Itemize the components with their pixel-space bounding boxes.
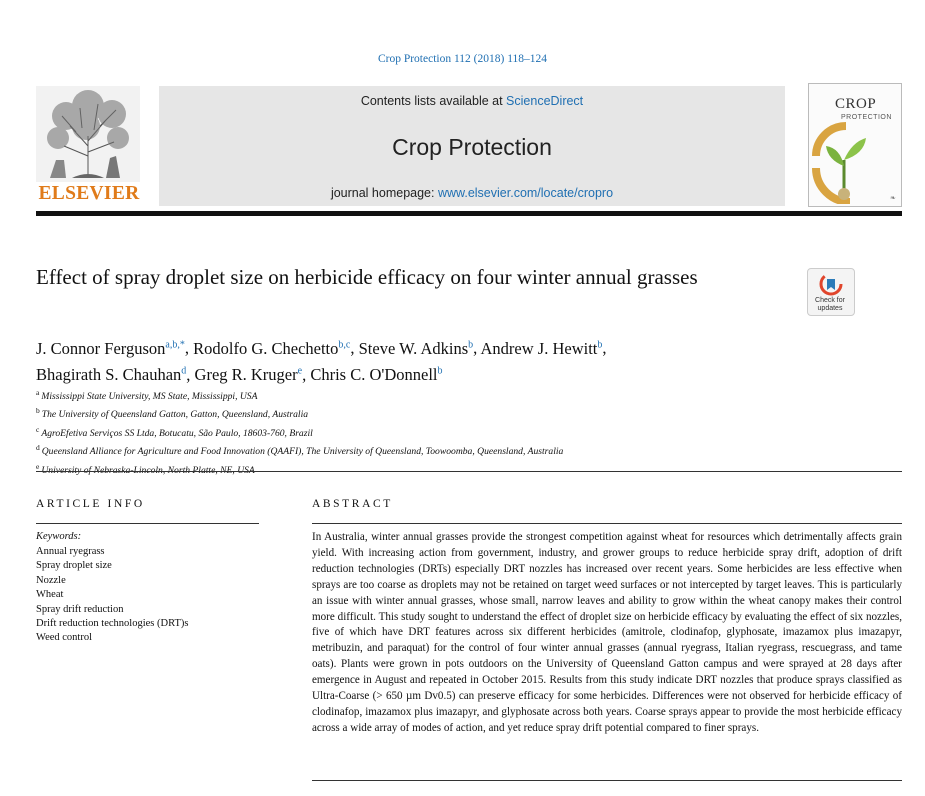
keyword-item: Spray droplet size: [36, 560, 112, 572]
author-affiliation-marker[interactable]: a,b,*: [165, 339, 185, 350]
affiliation-item: [36, 423, 886, 441]
keyword-item: Wheat: [36, 589, 64, 601]
author-separator: ,: [473, 338, 481, 358]
homepage-line: [159, 186, 785, 200]
author-name: J. Connor Ferguson: [36, 338, 166, 358]
article-title: Effect of spray droplet size on herbicide efficacy on four winter annual grasses: [36, 265, 698, 289]
author[interactable]: [310, 365, 442, 384]
header-rule: [36, 211, 902, 216]
author[interactable]: [481, 339, 603, 358]
author-affiliation-marker[interactable]: e: [297, 365, 303, 377]
elsevier-wordmark: ELSEVIER: [38, 183, 140, 204]
author-name: Andrew J. Hewitt: [480, 338, 598, 358]
author-name: Steve W. Adkins: [358, 338, 469, 358]
keyword-list: [36, 545, 188, 646]
author-separator: ,: [602, 338, 607, 358]
author-affiliation-marker[interactable]: b: [597, 339, 603, 350]
abstract-rule: [312, 523, 902, 524]
author-list: [36, 333, 856, 386]
author-name: Greg R. Kruger: [194, 365, 298, 384]
affiliation-text: AgroEfetiva Serviços SS Ltda, Botucatu, São Paulo, 18603-760, Brazil: [41, 427, 313, 439]
contents-prefix: Contents lists available at: [360, 94, 507, 108]
article-info-rule: [36, 523, 259, 524]
author-affiliation-marker[interactable]: b,c: [338, 339, 351, 350]
author[interactable]: [36, 365, 186, 384]
author[interactable]: [195, 365, 303, 384]
affiliation-text: Queensland Alliance for Agriculture and Food Innovation (QAAFI), The University of Queensland, Toowoomba, Queensland, Australia: [41, 446, 564, 458]
update-badge-icon: [808, 271, 854, 299]
keyword-item: Weed control: [36, 632, 93, 644]
affiliation-text: The University of Queensland Gatton, Gatton, Queensland, Australia: [41, 409, 309, 421]
abstract-text: In Australia, winter annual grasses provide the strongest competition against wheat for resources which detrimentally affects grain yield. With increasing action from government, industry, and grower groups to reduce herbicide spray drift, adoption of drift reduction technologies (DRTs) especially DRT nozzles has increased over recent years. Some herbicides are less effective when sprays are too coarse as droplets may not be retained on target weed surfaces or not intercepted by target leaves. This is particularly an issue with winter annual grasses, whose small, narrow leaves and ability to grow within the wheat canopy makes their control more difficult. This study sought to understand the effect of droplet size on herbicide efficacy by evaluating the effect of six nozzles, five of which have DRT features across six different herbicides (amitrole, clodinafop, glyphosate, imazamox plus imazapyr, metribuzin, and paraquat) for the control of four winter annual grasses (annual ryegrass, Italian ryegrass, rescuegrass, and tame oats). Plants were grown in pots outdoors on the University of Queensland Gatton campus and were sprayed at 28 days after emergence in August and repeated in October 2015. Results from this study indicate DRT nozzles that produce sprays classified as Ultra-Coarse (> 650 µm Dv0.5) can preserve efficacy for some herbicides. Differences were not observed for herbicide efficacy of clodinafop, imazamox plus imazapyr, and glyphosate across both years. Coarse sprays appear to provide the most herbicide efficacy across a wide array of modes of action, and yet reduce spray drift potential compared to finer sprays.: [312, 531, 902, 734]
abstract-heading: ABSTRACT: [312, 498, 393, 510]
section-rule: [36, 471, 902, 472]
check-for-updates-label: Check for updates: [815, 297, 845, 312]
sciencedirect-link[interactable]: ScienceDirect: [506, 94, 584, 108]
author-name: Rodolfo G. Chechetto: [193, 338, 339, 358]
affiliation-key: b: [36, 406, 40, 416]
keyword-item: Annual ryegrass: [36, 546, 105, 557]
affiliation-text: Mississippi State University, MS State, Mississippi, USA: [41, 391, 258, 403]
affiliation-item: [36, 404, 886, 422]
author-affiliation-marker[interactable]: b: [468, 339, 474, 350]
author-name: Bhagirath S. Chauhan: [36, 365, 182, 384]
author[interactable]: [359, 339, 474, 358]
affiliation-item: [36, 460, 886, 478]
keyword-item: Drift reduction technologies (DRT)s: [36, 618, 189, 630]
author-affiliation-marker[interactable]: b: [437, 365, 443, 377]
author-separator: ,: [302, 365, 311, 384]
cover-sprout-graphic: [808, 120, 900, 204]
cover-subtitle: PROTECTION: [841, 114, 892, 121]
affiliation-key: a: [36, 388, 40, 397]
author-separator: ,: [186, 365, 195, 384]
affiliation-key: c: [36, 424, 40, 434]
affiliations: [36, 386, 886, 478]
author-separator: ,: [184, 338, 194, 358]
cover-title: CROP: [835, 96, 877, 112]
author[interactable]: [36, 339, 185, 358]
journal-title: Crop Protection: [392, 134, 552, 160]
affiliation-key: d: [36, 443, 40, 453]
author-separator: ,: [350, 338, 359, 358]
author[interactable]: [193, 339, 350, 358]
homepage-link[interactable]: www.elsevier.com/locate/cropro: [437, 186, 614, 200]
keyword-item: Spray drift reduction: [36, 603, 124, 615]
article-info-heading: ARTICLE INFO: [36, 498, 145, 510]
affiliation-item: [36, 441, 886, 459]
author-name: Chris C. O'Donnell: [310, 365, 438, 384]
affiliation-item: [36, 386, 886, 404]
keywords-label: Keywords:: [36, 531, 82, 542]
contents-line: [159, 94, 785, 108]
author-affiliation-marker[interactable]: d: [181, 365, 187, 377]
homepage-prefix: journal homepage:: [330, 186, 438, 200]
cover-mini-logo: ❧: [890, 195, 896, 202]
journal-citation[interactable]: Crop Protection 112 (2018) 118–124: [377, 53, 548, 65]
abstract-bottom-rule: [312, 780, 902, 781]
keyword-item: Nozzle: [36, 574, 66, 586]
affiliation-key: e: [36, 461, 40, 471]
